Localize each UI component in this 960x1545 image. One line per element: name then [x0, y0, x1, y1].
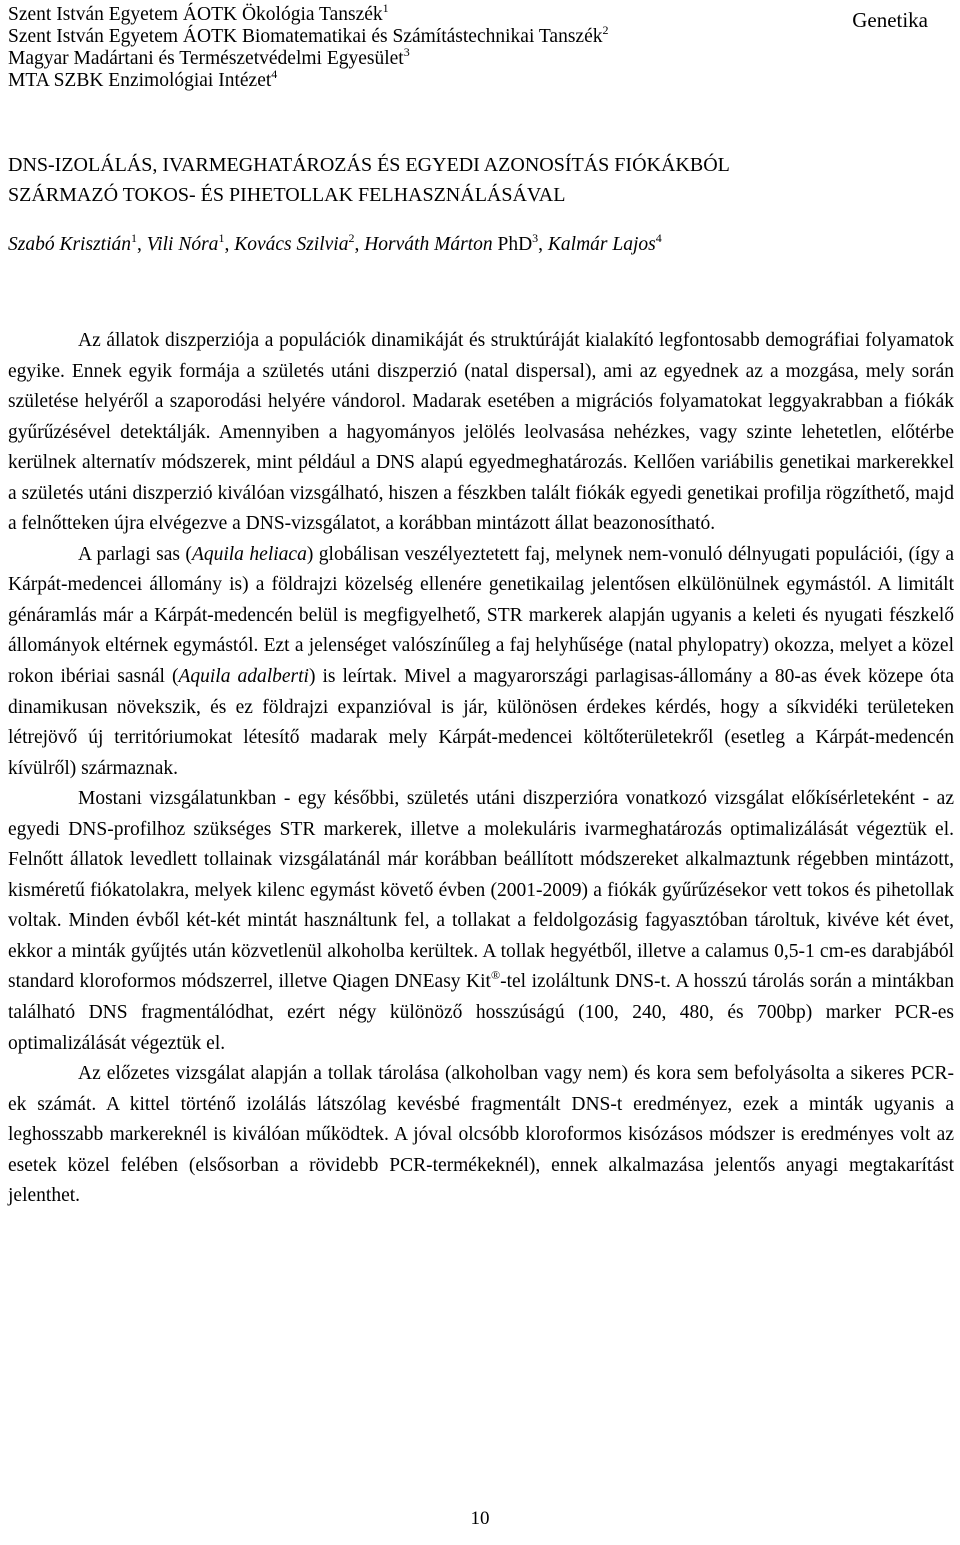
registered-mark: ® [490, 968, 501, 983]
author-1: Szabó Krisztián [8, 234, 131, 255]
affiliation-3: Magyar Madártani és Természetvédelmi Egyesület$^3$ [8, 45, 410, 69]
affiliation-2: Szent István Egyetem ÁOTK Biomatematikai és Számítástechnikai Tanszék$^2$ [8, 23, 609, 47]
affiliation-1: Szent István Egyetem ÁOTK Ökológia Tanszék$^1$ [8, 1, 389, 25]
author-list: Szabó Krisztián$^1$, Vili Nóra$^1$, Kovács Szilvia$^2$, Horváth Márton PhD$^3$, Kalmár Lajos$^4$ [8, 231, 662, 255]
page-number: 10 [470, 1508, 490, 1529]
title-line-1: DNS-IZOLÁLÁS, IVARMEGHATÁROZÁS ÉS EGYEDI AZONOSÍTÁS FIÓKÁKBÓL [8, 154, 730, 176]
abstract-body [8, 326, 954, 1212]
species-name: Aquila heliaca [191, 543, 307, 565]
author-4: Horváth Márton [364, 234, 493, 255]
abstract-paragraph-3: Mostani vizsgálatunkban - egy későbbi, születés utáni diszperzióra vonatkozó vizsgálat előkísérleteként - az egyedi DNS-profilhoz szükséges STR markerek, illetve a molekuláris ivarmeghatározás optimalizálását végeztük el. Felnőtt állatok levedlett tollainak vizsgálatánál már korábban beállított módszereket alkalmaztunk régebben mintázott, kisméretű fiókatolakra, melyek kilenc egymást követő évben (2001-2009) a fiókák gyűrűzésekor vett tokos és pihetollak voltak. Minden évből két-két mintát használtunk fel, a tollakat a feldolgozásig fagyasztóban tároltuk, kivéve két évet, ekkor a minták gyűjtés után közvetlenül alkoholba kerültek. A tollak hegyétből, illetve a calamus 0,5-1 cm-es darabjából standard kloroformos módszerrel, illetve Qiagen DNEasy Kit®-tel izoláltunk DNS-t. A hosszú tárolás során a mintákban található DNS fragmentálódhat, ezért négy különöző hosszúságú (100, 240, 480, és 700bp) marker PCR-es optimalizálását végeztük el. [8, 788, 954, 1054]
abstract-paragraph-1: Az állatok diszperziója a populációk dinamikáját és struktúráját kialakító legfontosabb demográfiai folyamatok egyike. Ennek egyik formája a születés utáni diszperzió (natal dispersal), ami az egyednek az a mozgása, mely során születése helyéről a szaporodási helyére vándorol. Madarak esetében a migrációs folyamatokat leggyakrabban a fiókák gyűrűzésével detektálják. Amennyiben a hagyományos jelölés leolvasása nehézkes, vagy szinte lehetetlen, előtérbe kerülnek alternatív módszerek, mint például a DNS alapú egyedmeghatározás. Kellően variábilis genetikai markerekkel a születés utáni diszperzió kiválóan vizsgálható, hiszen a fészkben talált fiókák egyedi genetikai profilja rögzíthető, majd a felnőtteken újra elvégezve a DNS-vizsgálatot, a korábban mintázott állat beazonosítható. [8, 330, 954, 535]
abstract-paragraph-2: A parlagi sas (Aquila heliaca) globálisan veszélyeztetett faj, melynek nem-vonuló délnyugati populációi, (így a Kárpát-medencei állomány is) a földrajzi közelség ellenére genetikailag jelentősen elkülönülnek egymástól. A limitált génáramlás már a Kárpát-medencén belül is megfigyelhető, STR markerek alapján ugyanis a keleti és nyugati fészkelő állományok eltérnek egymástól. Ezt a jelenséget valószínűleg a faj helyhűsége (natal phylopatry) okozza, melyet a közel rokon ibériai sasnál (Aquila adalberti) is leírtak. Mivel a magyarországi parlagisas-állomány a 80-as évek közepe óta dinamikusan növekszik, és ez földrajzi expanzióval is jár, különösen érdekes kérdés, hogy a síkvidéki területeken létrejövő új territóriumokat létesítő madarak mely Kárpát-medencei költőterületekről (esetleg a Kárpát-medencén kívülről) származnak. [8, 543, 954, 779]
abstract-paragraph-4: Az előzetes vizsgálat alapján a tollak tárolása (alkoholban vagy nem) és kora sem befolyásolta a sikeres PCR-ek számát. A kittel történő izolálás látszólag kevésbé fragmentált DNS-t eredményez, ezek a minták ugyanis a leghosszabb markereknél is kiválóan működtek. A jóval olcsóbb kloroformos kisózásos módszer is eredményes volt az esetek közel felében (elsősorban a rövidebb PCR-termékeknél), ennek alkalmazása jelentős anyagi megtakarítást jelenthet. [8, 1063, 954, 1207]
affiliation-4: MTA SZBK Enzimológiai Intézet$^4$ [8, 67, 278, 91]
author-2: Vili Nóra [146, 234, 219, 255]
affiliations [8, 1, 808, 92]
section-tag: Genetika [852, 8, 928, 32]
species-name: Aquila adalberti [178, 666, 309, 688]
author-4-degree: PhD [497, 234, 533, 255]
title-line-2: SZÁRMAZÓ TOKOS- ÉS PIHETOLLAK FELHASZNÁLÁSÁVAL [8, 184, 566, 206]
paper-title [8, 150, 948, 210]
author-3: Kovács Szilvia [234, 234, 349, 255]
author-5: Kalmár Lajos [547, 234, 656, 255]
